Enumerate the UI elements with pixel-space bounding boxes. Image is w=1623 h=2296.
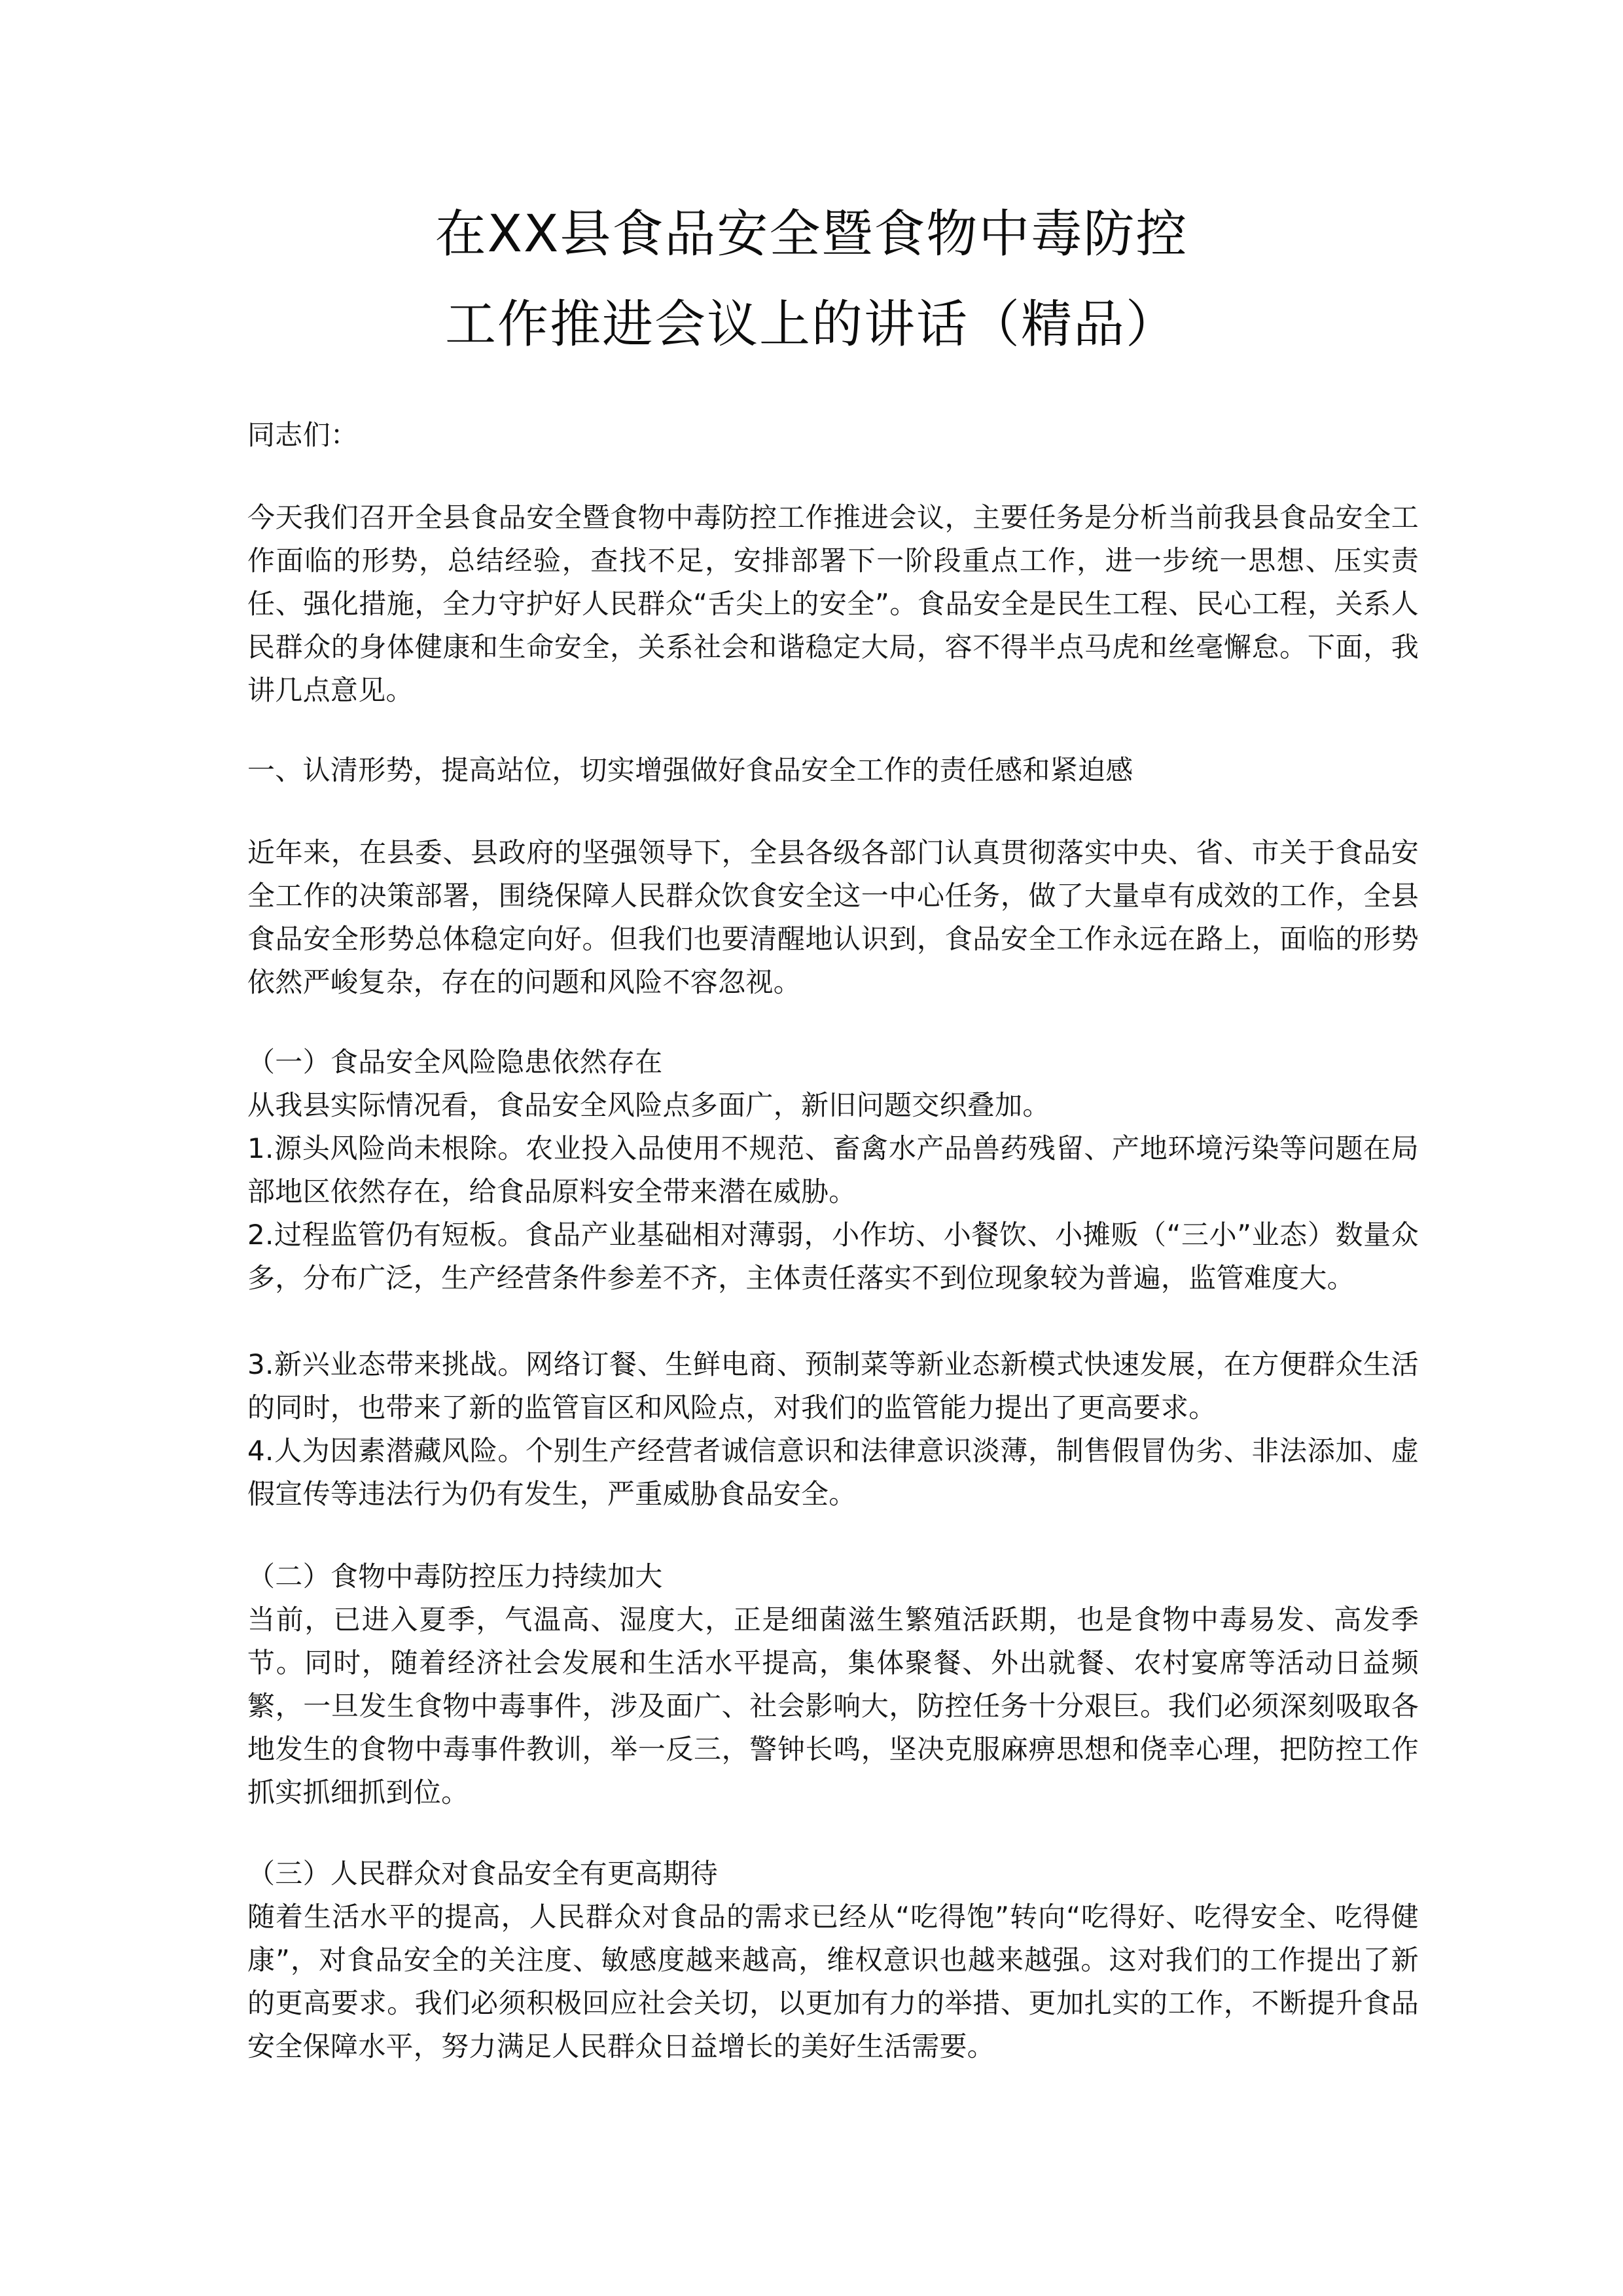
section-1-paragraph: 近年来，在县委、县政府的坚强领导下，全县各级各部门认真贯彻落实中央、省、市关于食品安全工作的决策部署，围绕保障人民群众饮食安全这一中心任务，做了大量卓有成效的工作，全县食品安全形势总体稳定向好。但我们也要清醒地认识到，食品安全工作永远在路上，面临的形势依然严峻复杂，存在的问题和风险不容忽视。 bbox=[247, 836, 1419, 998]
subsection-1-heading: （一）食品安全风险隐患依然存在 bbox=[247, 1046, 663, 1078]
subsection-2-paragraph: 当前，已进入夏季，气温高、湿度大，正是细菌滋生繁殖活跃期，也是食物中毒易发、高发季节。同时，随着经济社会发展和生活水平提高，集体聚餐、外出就餐、农村宴席等活动日益频繁，一旦发生食物中毒事件，涉及面广、社会影响大，防控任务十分艰巨。我们必须深刻吸取各地发生的食物中毒事件教训，举一反三，警钟长鸣，坚决克服麻痹思想和侥幸心理，把防控工作抓实抓细抓到位。 bbox=[247, 1604, 1419, 1808]
subsection-1-item-1: 1.源头风险尚未根除。农业投入品使用不规范、畜禽水产品兽药残留、产地环境污染等问题在局部地区依然存在，给食品原料安全带来潜在威胁。 bbox=[247, 1132, 1419, 1208]
title-line-1: 在XX县食品安全暨食物中毒防控 bbox=[435, 205, 1188, 264]
intro-paragraph: 今天我们召开全县食品安全暨食物中毒防控工作推进会议，主要任务是分析当前我县食品安全工作面临的形势，总结经验，查找不足，安排部署下一阶段重点工作，进一步统一思想、压实责任、强化措施，全力守护好人民群众“舌尖上的安全”。食品安全是民生工程、民心工程，关系人民群众的身体健康和生命安全，关系社会和谐稳定大局，容不得半点马虎和丝毫懈怠。下面，我讲几点意见。 bbox=[247, 501, 1419, 706]
title-line-2: 工作推进会议上的讲话（精品） bbox=[444, 295, 1178, 354]
section-1-heading: 一、认清形势，提高站位，切实增强做好食品安全工作的责任感和紧迫感 bbox=[247, 754, 1133, 786]
subsection-3-paragraph: 随着生活水平的提高，人民群众对食品的需求已经从“吃得饱”转向“吃得好、吃得安全、吃得健康”，对食品安全的关注度、敏感度越来越高，维权意识也越来越强。这对我们的工作提出了新的更高要求。我们必须积极回应社会关切，以更加有力的举措、更加扎实的工作，不断提升食品安全保障水平，努力满足人民群众日益增长的美好生活需要。 bbox=[247, 1901, 1419, 2062]
subsection-1-item-3: 3.新兴业态带来挑战。网络订餐、生鲜电商、预制菜等新业态新模式快速发展，在方便群众生活的同时，也带来了新的监管盲区和风险点，对我们的监管能力提出了更高要求。 bbox=[247, 1348, 1419, 1424]
salutation: 同志们： bbox=[247, 419, 359, 451]
subsection-3-heading: （三）人民群众对食品安全有更高期待 bbox=[247, 1857, 719, 1890]
subsection-1-item-2: 2.过程监管仍有短板。食品产业基础相对薄弱，小作坊、小餐饮、小摊贩（“三小”业态）数量众多，分布广泛，生产经营条件参差不齐，主体责任落实不到位现象较为普遍，监管难度大。 bbox=[247, 1219, 1419, 1294]
subsection-1-item-4: 4.人为因素潜藏风险。个别生产经营者诚信意识和法律意识淡薄，制售假冒伪劣、非法添加、虚假宣传等违法行为仍有发生，严重威胁食品安全。 bbox=[247, 1435, 1419, 1510]
subsection-2-heading: （二）食物中毒防控压力持续加大 bbox=[247, 1560, 663, 1592]
subsection-1-lead: 从我县实际情况看，食品安全风险点多面广，新旧问题交织叠加。 bbox=[247, 1089, 1050, 1121]
